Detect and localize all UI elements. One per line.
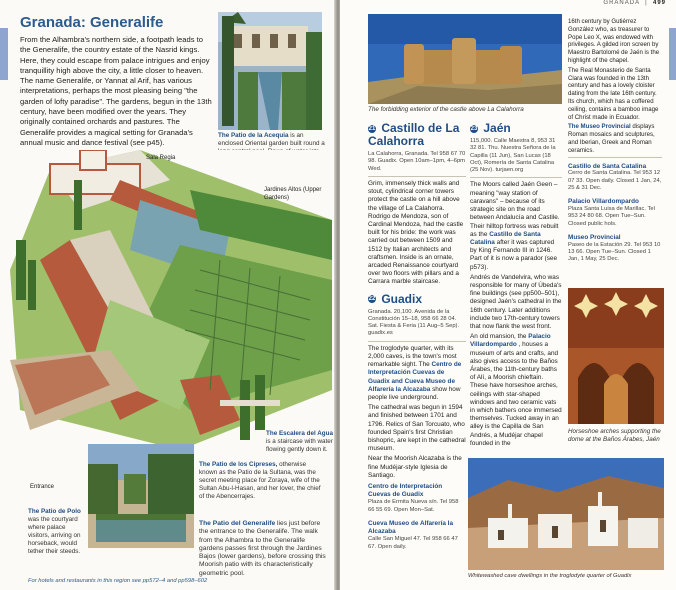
jaen-p1 [470,181,562,271]
polo-caption-title: The Patio de Polo [28,508,81,515]
patio-generalife-caption-title: The Patio del Generalife [199,520,276,527]
patio-generalife-caption-text: lies just before the entrance to the Generalife. The walk from the Alhambra to the Generalife gardens passes first through the Jardines Bajos (lower gardens), before crossing this Moorish patio with its characteristically geometric pool. [199,520,326,577]
calahorra-body: Grim, immensely thick walls and stout, cylindrical corner towers protect the castle on a hill above the village of La Calahorra. Rodrigo de Mendoza, son of Cardinal Mendoza, had the castle built for his bride: the work was carried out between 1509 and 1512 by Italian architects and craftsmen. Inside is an ornate, arcaded Renaissance courtyard over two floors with pillars and a Carrara marble staircase. [368,179,464,286]
guadix-info: Granada. 20,100. Avenida de la Constitución 15–18, 958 66 28 04. Sat. Fiesta & Feria (11 Aug–5 Sep). guadix.es [368,309,466,342]
arches-photo-drawing [568,288,664,424]
cipreses-caption-text: otherwise known as the Patio de la Sultana, was the secret meeting place for Zoraya, wife of the Sultan Abu-l-Hasan, and her lover, the chief of the Abencerrajes. [199,461,321,500]
jaen-p2: Andrés de Vandelvira, who was responsible for many of Úbeda's fine buildings (see pp500–501), designed Jaén's cathedral in the 16th century. Later additions include two 17th-century towers that now flank the west front. [470,273,562,330]
cipreses-caption [199,461,323,501]
jaen-title: Jaén [483,121,511,135]
escalera-caption-text: is a staircase with water flowing gently down it. [266,438,333,453]
acequia-caption-title: The Patio de la Acequia [218,132,289,139]
column-jaen-continued [568,18,662,270]
calahorra-title: Castillo de La Calahorra [368,121,460,148]
jaen-sidebar-1 [568,157,662,196]
escalera-caption [266,430,334,454]
acequia-photo [218,12,322,130]
polo-caption [28,508,84,556]
guadix-p1-b: show how people live underground. [368,385,461,401]
guadix-p1 [368,345,466,402]
cipreses-caption-title: The Patio de los Cipreses, [199,461,278,468]
jaen-sidebar-3 [568,234,662,267]
page-number: 499 [652,0,666,6]
polo-caption-text: was the courtyard where palace visitors, arriving on horseback, would tether their steeds. [28,516,81,555]
label-sala-regia: Sala Regia [146,155,176,161]
guadix-sidebar-1 [368,483,466,517]
guadix-p1-bold: Centro de Interpretación Cuevas de Guadix and Cueva Museo de Alfarería la Alcazaba [368,361,462,393]
right-page [340,0,676,590]
calahorra-heading [368,122,466,148]
jaen-sidebar-1-title: Castillo de Santa Catalina [568,162,647,170]
label-entrance: Entrance [30,484,55,490]
column-jaen [470,120,562,450]
column-calahorra-guadix [368,120,466,557]
jaen-p3 [470,333,562,448]
jaen-cont-3-text: displays Roman mosaics and sculptures, and Iberian, Greek and Roman ceramics. [568,123,655,154]
guadix-p1-a: The troglodyte quarter, with its 2,000 caves, is the town's most remarkable sight. The [368,344,457,369]
jaen-cont-2: The Real Monasterio de Santa Clara was founded in the 13th century and has a lovely cloister dating from the late 16th century. Its church, which has a coffered ceiling, contains a bamboo image of Christ made in Ecuador. [568,66,659,121]
jaen-info: 115,000. Calle Maestra 8, 953 31 32 81. Thu. Nuestra Señora de la Capilla (11 Jun), San Lucas (18 Oct), Romería de Santa Catalina (25 Nov). turjaen.org [470,138,562,178]
guadix-sidebar-2-title: Cueva Museo de Alfarería la Alcazaba [368,519,454,536]
guadix-p3: Near the Moorish Alcazaba is the fine Mudéjar-style Iglesia de Santiago. [368,455,462,479]
jaen-sidebar-1-info: Cerro de Santa Catalina. Tel 953 12 07 33. Open daily. Closed 1 Jan, 24, 25 & 31 Dec. [568,170,662,191]
jaen-sidebar-3-info: Paseo de la Estación 29. Tel 953 10 13 66. Open Tue–Sun. Closed 1 Jan, 1 May, 25 Dec. [568,241,661,263]
acequia-photo-drawing [218,12,322,130]
calahorra-info: La Calahorra, Granada. Tel 958 67 70 98. Guadix. Open 10am–1pm, 4–6pm Wed. [368,151,466,177]
jaen-p1-a: The Moors called Jaén Geen – meaning "way station of caravans" – because of its strategic site on the road between Andalucía and Castile. Their hilltop fortress was rebuilt as the [470,181,560,238]
acequia-caption-text: is an enclosed Oriental garden built round a [218,132,325,147]
jaen-p3-a: An old mansion, the [470,333,527,341]
page-title: Granada: Generalife [20,14,164,31]
jaen-heading [470,122,562,135]
page-footnote: For hotels and restaurants in this region see pp572–4 and pp598–602 [28,578,208,584]
running-head-text: GRANADA [603,0,640,6]
jaen-sidebar-2 [568,198,662,231]
jaen-sidebar-2-title: Palacio Villardompardo [568,198,639,206]
guadix-p2: The cathedral was begun in 1594 and finished between 1701 and 1796. Relics of San Torcuato, who founded Spain's first Christian bishopric, are kept in the cathedral museum. [368,404,466,453]
jaen-p1-bold: Castillo de Santa Catalina [470,230,541,246]
jaen-p3-b: , houses a museum of arts and crafts, and also gives access to the Baños Árabes, the 11th-century baths of Alí, a Moorish chieftain. These have horseshoe arches, ceilings with star-shaped windows and two ceramic vats in which bathers once immersed themselves. Tucked away in an alley is the Capilla de San Andrés, a Mudéjar chapel founded in the [470,341,562,447]
section-tab [0,28,8,80]
castle-photo-drawing [368,14,562,104]
intro-text: From the Alhambra's northern side, a footpath leads to the Generalife, the country estate of the Nasrid kings. Here, they could escape from palace intrigues and enjoy tranquillity high above the city, a little closer to heaven. The name Generalife, or Yannat al Arif, has various interpretations, perhaps the most pleasing being "the garden of lofty paradise". The gardens, begun in the 13th century, have been modified over the years. They originally contained orchards and pastures. The Generalife provides a magical setting for Granada's annual music and dance festival (see p45). [20,35,212,147]
jaen-cont-3-bold: The Museo Provincial [568,123,631,131]
patio-generalife-caption [199,520,329,578]
guadix-sidebar-2-info: Calle San Miguel 47. Tel 958 66 47 67. Open daily. [368,536,458,550]
calahorra-number-badge: 21 [368,125,376,132]
jaen-p3-bold: Palacio Villardompardo [470,333,551,349]
left-page [0,0,336,590]
guadix-sidebar-1-info: Plaza de Ermita Nueva s/n. Tel 958 66 55 69. Open Mon–Sat. [368,499,459,513]
castle-photo [368,14,562,104]
label-jardines-altos [264,187,334,202]
patio-generalife-photo-drawing [88,444,194,548]
running-head: GRANADA | 499 [603,0,666,6]
patio-generalife-photo [88,444,194,548]
guadix-sidebar-1-title: Centro de Interpretación Cuevas de Guadix [368,482,443,499]
guadix-heading [368,293,466,306]
jaen-sidebar-2-info: Plaza Santa Luisa de Marillac. Tel 953 24 80 68. Open Tue–Sun. Closed public hols. [568,206,655,227]
jaen-p1-b: after it was captured by King Fernando III in 1246. Part of it is now a parador (see p573). [470,238,558,271]
arches-caption: Horseshoe arches supporting the dome at the Baños Árabes, Jaén [568,428,661,443]
cave-caption: Whitewashed cave dwellings in the troglodyte quarter of Guadix [468,573,632,579]
cave-dwellings-photo [468,458,664,570]
jaen-cont-3 [568,123,662,154]
jaen-sidebar-3-title: Museo Provincial [568,233,621,241]
castle-caption: The forbidding exterior of the castle above La Calahorra [368,106,524,113]
jaen-number-badge: 23 [470,125,478,132]
guadix-title: Guadix [381,291,423,306]
escalera-caption-title: The Escalera del Agua [266,430,333,437]
guadix-number-badge: 22 [368,296,376,303]
arches-photo [568,288,664,424]
cave-dwellings-photo-drawing [468,458,664,570]
jaen-cont-1: 16th century by Gutiérrez González who, as treasurer to Pope Leo X, was endowed with privileges. A gilded iron screen by Maestro Bartolomé de Jaén is the highlight of the chapel. [568,18,660,64]
guadix-sidebar-2 [368,520,466,554]
label-jardines-altos-text: Jardines Altos (Upper Gardens) [264,187,322,201]
section-tab-right [669,28,676,80]
